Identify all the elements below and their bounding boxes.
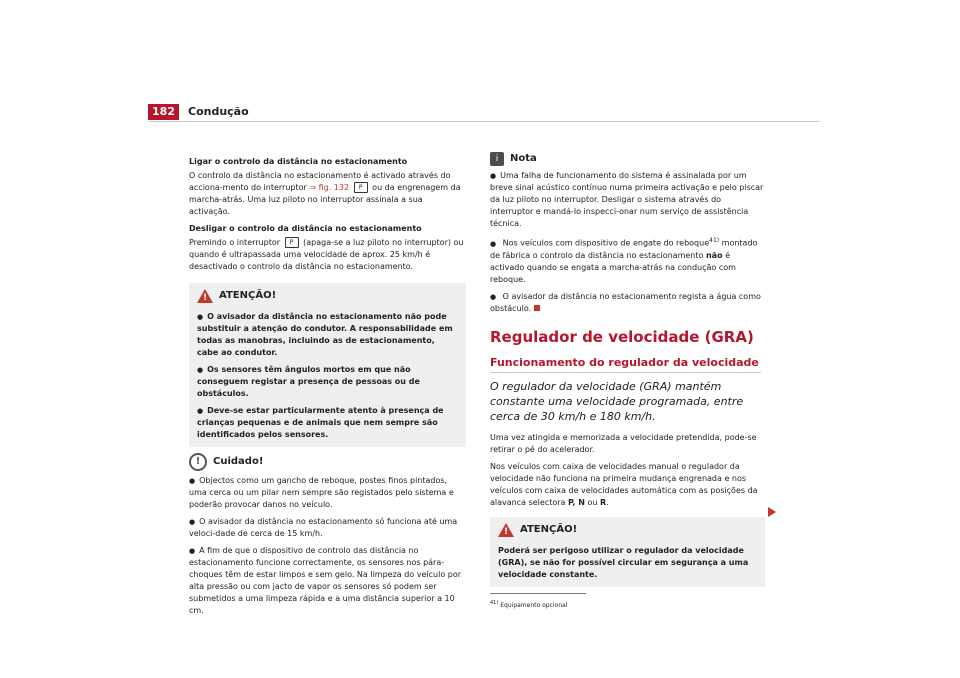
paragraph-disable bbox=[189, 237, 466, 273]
caution-header bbox=[189, 453, 466, 471]
footnote-text: Equipamento opcional bbox=[500, 601, 568, 609]
caution-title: Cuidado! bbox=[213, 456, 264, 467]
footnote bbox=[490, 597, 765, 612]
figure-link[interactable]: ⇒ fig. 132 bbox=[309, 183, 350, 192]
header-divider bbox=[148, 121, 820, 122]
note-header bbox=[490, 152, 765, 166]
footnote-ref: 41) bbox=[709, 237, 720, 244]
left-column bbox=[189, 156, 466, 622]
footnote-divider bbox=[490, 593, 586, 594]
caution-item: ● O avisador da distância no estacionamento só funciona até uma veloci-dade de cerca de 15 km/h. bbox=[189, 516, 466, 540]
paragraph bbox=[490, 461, 765, 509]
warning-title: ATENÇÃO! bbox=[219, 290, 277, 301]
paragraph-text: (apaga-se a luz piloto no interruptor) ou quando é ultrapassada uma velocidade de aprox. 25 km/h é desactivado o controlo da distância no estacionamento. bbox=[189, 238, 464, 271]
end-marker-icon bbox=[534, 305, 540, 311]
note-item bbox=[490, 235, 765, 286]
note-title: Nota bbox=[510, 153, 537, 164]
lead-paragraph: O regulador da velocidade (GRA) mantém constante uma velocidade programada, entre cerca de 30 km/h e 180 km/h. bbox=[490, 379, 744, 423]
subsection-title: Funcionamento do regulador da velocidade bbox=[490, 355, 759, 369]
warning-header bbox=[498, 523, 757, 537]
right-column bbox=[490, 152, 765, 612]
caution-circle-icon: ! bbox=[189, 453, 207, 471]
warning-text: Poderá ser perigoso utilizar o regulador da velocidade (GRA), se não for possível circular em segurança a uma velocidade constante. bbox=[498, 545, 749, 579]
warning-box bbox=[189, 283, 466, 447]
paragraph-text: Premindo o interruptor bbox=[189, 238, 281, 247]
paragraph-text: Nos veículos com caixa de velocidades manual o regulador da velocidade não funciona na primeira mudança engrenada e nos veículos com caixa de velocidades automática com as posições da alavanca selectora bbox=[490, 461, 758, 507]
paragraph-emphasis: P, N bbox=[567, 497, 585, 507]
subsection-divider bbox=[490, 372, 761, 373]
note-item: ● Uma falha de funcionamento do sistema é assinalada por um breve sinal acústico contínuo numa primeira activação e pelo piscar da luz piloto no interruptor. Desligar o sistema através do interruptor e mandá-lo inspecci-onar num serviço de assistência técnica. bbox=[490, 170, 765, 230]
note-emphasis: não bbox=[705, 250, 723, 260]
footnote-mark: 41) bbox=[490, 599, 499, 606]
caution-item: ● Objectos como um gancho de reboque, postes finos pintados, uma cerca ou um pilar nem sempre são registados pelo sistema e poderão provocar danos no veículo. bbox=[189, 475, 466, 511]
paragraph-text: ou bbox=[587, 497, 598, 507]
paragraph-enable bbox=[189, 170, 466, 218]
section-heading-disable: Desligar o controlo da distância no estacionamento bbox=[189, 224, 422, 233]
warning-triangle-icon: ! bbox=[498, 523, 514, 537]
warning-item: ● Deve-se estar particularmente atento à presença de crianças pequenas e de animais que nem sempre são identificados pelos sensores. bbox=[197, 405, 458, 441]
warning-header bbox=[197, 289, 458, 303]
note-text: O avisador da distância no estacionamento regista a água como obstáculo. bbox=[490, 291, 761, 313]
warning-item: ● Os sensores têm ângulos mortos em que não conseguem registar a presença de pessoas ou de obstáculos. bbox=[197, 364, 458, 400]
paragraph: Uma vez atingida e memorizada a velocidade pretendida, pode-se retirar o pé do acelerador. bbox=[490, 432, 757, 454]
paragraph-text: O controlo da distância no estacionamento é activado através do acciona-mento do interruptor bbox=[189, 171, 451, 192]
section-heading-enable: Ligar o controlo da distância no estacionamento bbox=[189, 157, 408, 166]
note-text: Nos veículos com dispositivo de engate do reboque bbox=[502, 238, 710, 248]
page-number: 182 bbox=[148, 104, 179, 120]
note-item bbox=[490, 291, 765, 315]
warning-title: ATENÇÃO! bbox=[520, 523, 578, 535]
paragraph-text: ou da engrenagem da marcha-atrás. Uma luz piloto no interruptor assinala a sua activação. bbox=[189, 183, 461, 216]
paragraph-text: . bbox=[606, 497, 609, 507]
warning-triangle-icon: ! bbox=[197, 289, 213, 303]
next-page-arrow-icon[interactable] bbox=[768, 507, 776, 517]
paragraph-emphasis: R bbox=[599, 497, 607, 507]
warning-box bbox=[490, 517, 765, 587]
note-icon: i bbox=[490, 152, 504, 166]
parking-button-icon: P bbox=[285, 237, 299, 248]
parking-button-icon: P bbox=[354, 182, 368, 193]
section-title: Regulador de velocidade (GRA) bbox=[490, 327, 754, 346]
note-text: montado de fábrica o controlo da distância no estacionamento bbox=[490, 238, 758, 260]
caution-item: ● A fim de que o dispositivo de controlo das distância no estacionamento funcione correctamente, os sensores nos pára-choques têm de estar limpos e sem gelo. Na limpeza do veículo por alta pressão ou com jacto de vapor os sensores só podem ser submetidos a uma limpeza rápida e a uma distância superior a 10 cm. bbox=[189, 545, 466, 617]
page-title: Condução bbox=[188, 105, 249, 118]
warning-item: ● O avisador da distância no estacionamento não pode substituir a atenção do condutor. A responsabilidade em todas as manobras, incluindo as de estacionamento, cabe ao condutor. bbox=[197, 311, 458, 359]
note-text: é activado quando se engata a marcha-atrás na condução com reboque. bbox=[490, 250, 736, 284]
